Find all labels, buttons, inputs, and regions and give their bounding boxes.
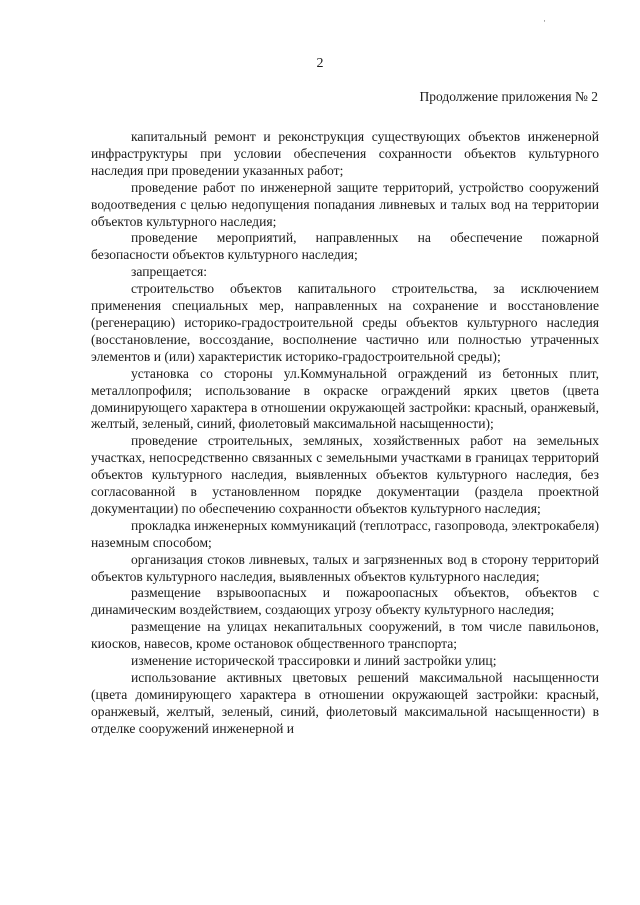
- continuation-heading: Продолжение приложения № 2: [419, 89, 598, 104]
- paragraph: проведение строительных, земляных, хозяйственных работ на земельных участках, непосредственно связанных с земельными участками в границах территорий объектов культурного наследия, выявленных объектов культурного наследия, без согласованной в установленном порядке документации (раздела проектной документации) по обеспечению сохранности объектов культурного наследия;: [91, 433, 599, 516]
- page-number: 2: [316, 56, 324, 71]
- paragraph: капитальный ремонт и реконструкция существующих объектов инженерной инфраструктуры при условии обеспечения сохранности объектов культурного наследия при проведении указанных работ;: [91, 129, 599, 178]
- paragraph: изменение исторической трассировки и линий застройки улиц;: [131, 653, 497, 669]
- paragraph: установка со стороны ул.Коммунальной ограждений из бетонных плит, металлопрофиля; использование в окраске ограждений ярких цветов (цвета доминирующего характера в отношении окружающей застройки: красный, оранжевый, желтый, зеленый, синий, фиолетовый максимальной насыщенности);: [91, 365, 599, 432]
- paragraph: размещение взрывоопасных и пожароопасных объектов, объектов с динамическим воздействием, создающих угрозу объекту культурного наследия;: [91, 585, 599, 618]
- paragraph: проведение мероприятий, направленных на обеспечение пожарной безопасности объектов культурного наследия;: [91, 230, 599, 263]
- paragraph: запрещается:: [131, 264, 208, 280]
- paragraph: проведение работ по инженерной защите территорий, устройство сооружений водоотведения с целью недопущения попадания ливневых и талых вод на территории объектов культурного наследия;: [91, 179, 599, 229]
- paragraph: прокладка инженерных коммуникаций (теплотрасс, газопровода, электрокабеля) наземным способом;: [91, 517, 599, 550]
- paragraph: использование активных цветовых решений максимальной насыщенности (цвета доминирующего характера в отношении окружающей застройки: красный, оранжевый, желтый, зеленый, синий, фиолетовый максимальной насыщенности) в отделке сооружений инженерной и: [91, 670, 599, 736]
- corner-mark: ·: [543, 16, 546, 26]
- document-body: [91, 129, 599, 738]
- paragraph: организация стоков ливневых, талых и загрязненных вод в сторону территорий объектов культурного наследия, выявленных объектов культурного наследия;: [91, 551, 599, 584]
- paragraph: размещение на улицах некапитальных сооружений, в том числе павильонов, киосков, навесов, кроме остановок общественного транспорта;: [91, 619, 599, 652]
- paragraph: строительство объектов капитального строительства, за исключением применения специальных мер, направленных на сохранение и восстановление (регенерацию) историко-градостроительной среды объектов культурного наследия (восстановление, воссоздание, восполнение частично или полностью утраченных элементов и (или) характеристик историко-градостроительной среды);: [91, 281, 599, 364]
